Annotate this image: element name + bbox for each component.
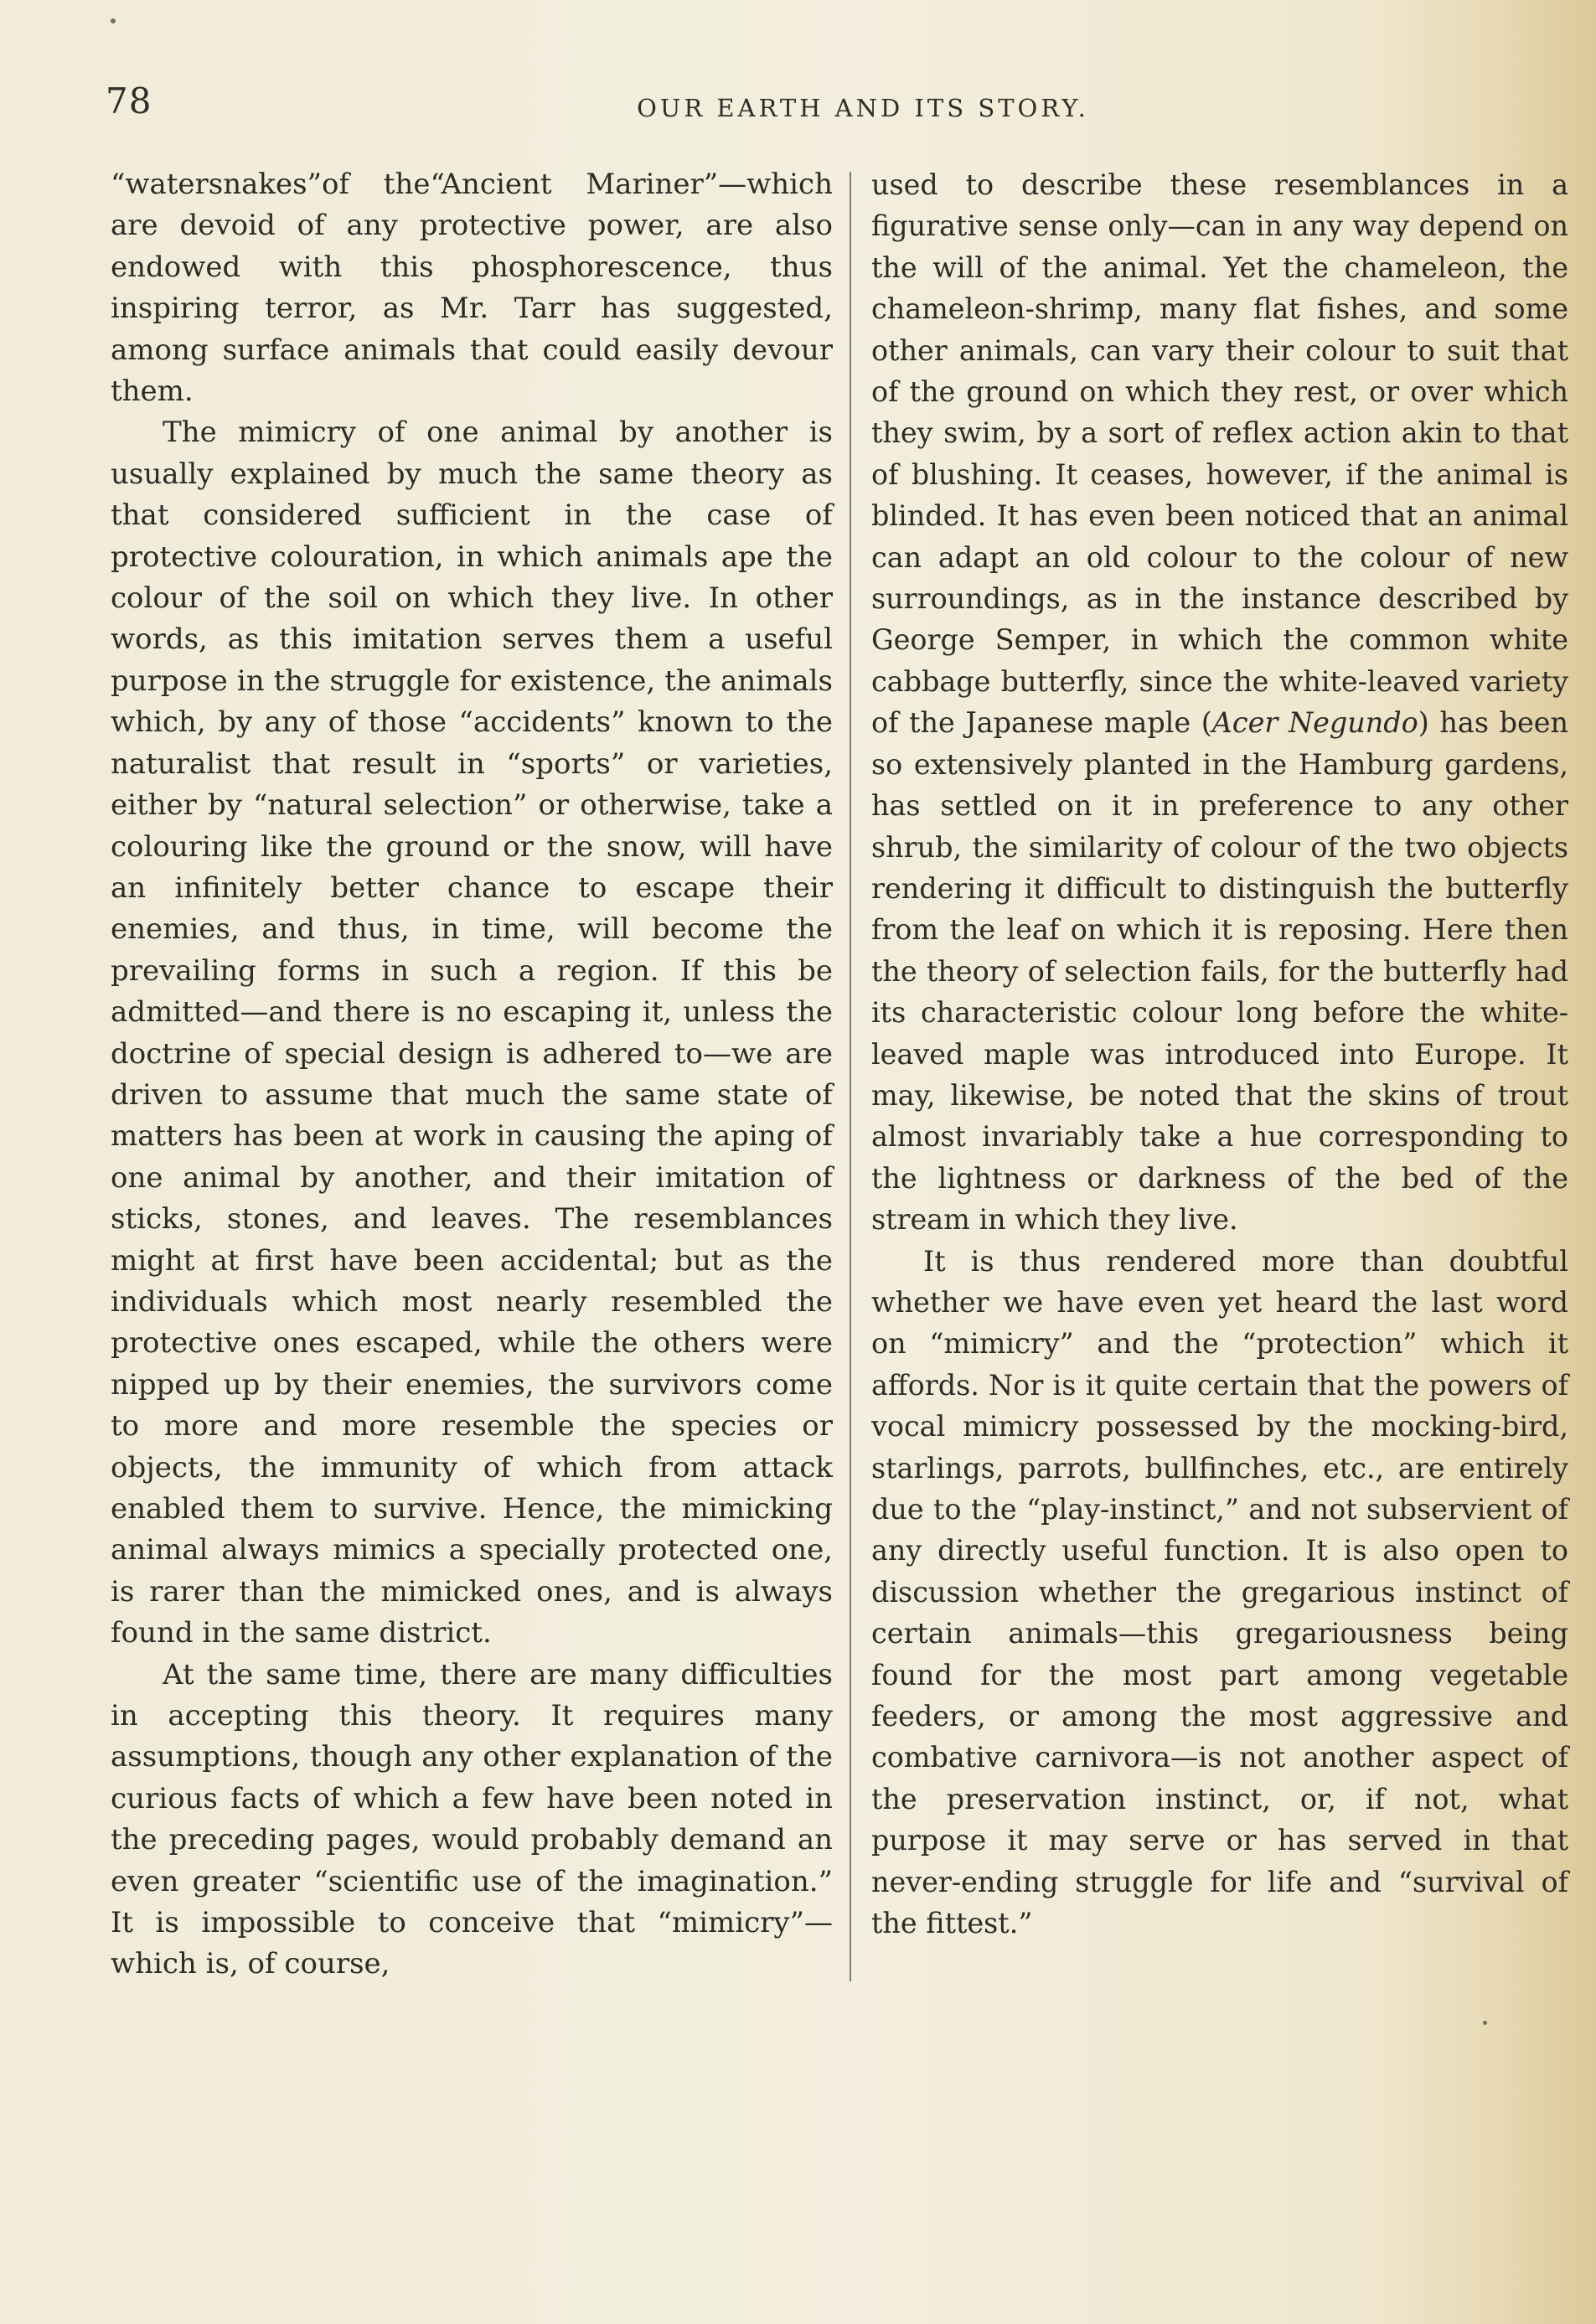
right-column: [871, 164, 1568, 1944]
species-name: Acer Negundo: [1211, 706, 1418, 740]
page-number: 78: [106, 80, 152, 121]
paragraph: At the same time, there are many difficulties in accepting this theory. It requires many assumptions, though any other explanation of the curious facts of which a few have been noted in the preceding pages, would probably demand an even greater “scientific use of the imagination.” It is impossible to conceive that “mimicry”—which is, of course,: [111, 1657, 833, 1981]
left-column: [111, 164, 833, 1986]
paragraph: It is thus rendered more than doubtful whether we have even yet heard the last word on “mimicry” and the “protection” which it affords. Nor is it quite certain that the powers of vocal mimicry possessed by the mocking-bird, starlings, parrots, bullfinches, etc., are entirely due to the “play-instinct,” and not subservient of any directly useful function. It is also open to discussion whether the gregarious instinct of certain animals—this gregariousness being found for the most part among vegetable feeders, or among the most aggressive and combative carnivora—is not another aspect of the preservation instinct, or, if not, what purpose it may serve or has served in that never-ending struggle for life and “survival of the fittest.”: [871, 1244, 1568, 1940]
paragraph: “watersnakes”of the“Ancient Mariner”—which are devoid of any protective power, are also endowed with this phosphorescence, thus inspiring terror, as Mr. Tarr has suggested, among surface animals that could easily devour them.: [111, 168, 833, 409]
paragraph: The mimicry of one animal by another is usually explained by much the same theory as that considered sufficient in the case of protective colouration, in which animals ape the colour of the soil on which they live. In other words, as this imitation serves them a useful purpose in the struggle for existence, the animals which, by any of those “accidents” known to the naturalist that result in “sports” or varieties, either by “natural selection” or otherwise, take a colouring like the ground or the snow, will have an infinitely better chance to escape their enemies, and thus, in time, will become the prevailing forms in such a region. If this be admitted—and there is no escaping it, unless the doctrine of special design is adhered to—we are driven to assume that much the same state of matters has been at work in causing the aping of one animal by another, and their imitation of sticks, stones, and leaves. The resemblances might at first have been accidental; but as the individuals which most nearly resembled the protective ones escaped, while the others were nipped up by their enemies, the survivors come to more and more resemble the species or objects, the immunity of which from attack enabled them to survive. Hence, the mimicking animal always mimics a specially protected one, is rarer than the mimicked ones, and is always found in the same district.: [111, 416, 833, 1650]
column-divider: [850, 172, 851, 1981]
paragraph-text: ) has been so extensively planted in the Hamburg gardens, has settled on it in preference to any other shrub, the similarity of colour of the two objects rendering it difficult to distinguish the butterfly from the leaf on which it is reposing. Here then the theory of selection fails, for the butterfly had its characteristic colour long before the white-leaved maple was introduced into Europe. It may, likewise, be noted that the skins of trout almost invariably take a hue corresponding to the lightness or darkness of the bed of the stream in which they live.: [871, 706, 1568, 1237]
print-speck: [1483, 2021, 1487, 2025]
running-head: OUR EARTH AND ITS STORY.: [637, 94, 1089, 122]
print-speck: [111, 18, 116, 23]
paragraph: [871, 164, 1568, 1241]
paragraph-text: used to describe these resemblances in a figurative sense only—can in any way depend on the will of the animal. Yet the chameleon, the chameleon-shrimp, many flat fishes, and some other animals, can vary their colour to suit that of the ground on which they rest, or over which they swim, by a sort of reflex action akin to that of blushing. It ceases, however, if the animal is blinded. It has even been noticed that an animal can adapt an old colour to the colour of new surroundings, as in the instance described by George Semper, in which the common white cabbage butterfly, since the white-leaved variety of the Japanese maple (: [871, 168, 1568, 740]
